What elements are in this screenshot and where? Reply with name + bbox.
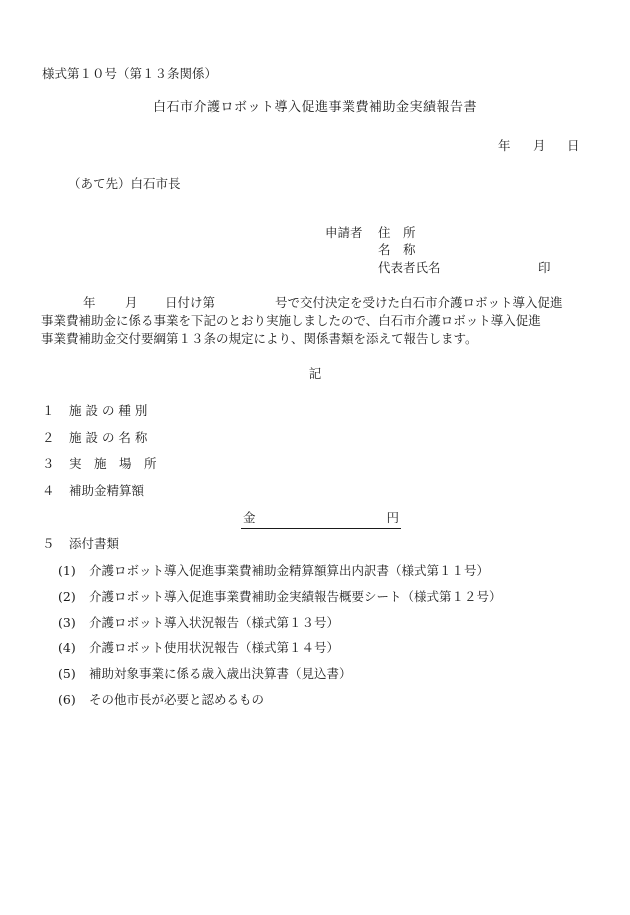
name-label: 名 称	[378, 242, 416, 257]
item-label-settlement: 補助金精算額	[69, 483, 145, 498]
attachment-number: (4)	[58, 640, 76, 655]
form-number: 様式第１０号（第１３条関係）	[42, 66, 218, 81]
representative-label: 代表者氏名	[378, 260, 441, 275]
attachment-item: 介護ロボット導入促進事業費補助金精算額算出内訳書（様式第１１号）	[89, 563, 490, 578]
document-title: 白石市介護ロボット導入促進事業費補助金実績報告書	[152, 100, 477, 115]
attachment-number: (2)	[58, 589, 76, 604]
item-number: ３	[42, 456, 55, 471]
attachment-item: その他市長が必要と認めるもの	[89, 692, 265, 707]
item-label-facility-type: 施 設 の 種 別	[69, 403, 148, 418]
body-rest: 号で交付決定を受けた白石市介護ロボット導入促進	[275, 295, 563, 310]
attachment-number: (5)	[58, 666, 76, 681]
ki-marker: 記	[308, 366, 322, 381]
address-label: 住 所	[378, 225, 416, 240]
item-label-location: 実 施 場 所	[69, 456, 157, 471]
date-year: 年	[498, 138, 511, 153]
item-number: ４	[42, 483, 55, 498]
date-month: 月	[533, 138, 546, 153]
amount-suffix: 円	[386, 510, 399, 525]
addressee: （あて先）白石市長	[68, 176, 181, 191]
item-number: ５	[42, 536, 55, 551]
body-year: 年	[83, 295, 96, 310]
seal-mark: 印	[538, 260, 551, 275]
body-line-3: 事業費補助金交付要綱第１３条の規定により、関係書類を添えて報告します。	[41, 331, 478, 346]
body-day-issued: 日付け第	[165, 295, 216, 310]
attachment-number: (6)	[58, 692, 76, 707]
applicant-label: 申請者	[325, 225, 363, 240]
item-label-facility-name: 施 設 の 名 称	[69, 430, 148, 445]
attachment-item: 介護ロボット導入状況報告（様式第１３号）	[89, 615, 340, 630]
attachment-number: (3)	[58, 615, 76, 630]
body-line-2: 事業費補助金に係る事業を下記のとおり実施しましたので、白石市介護ロボット導入促進	[41, 313, 541, 328]
body-month: 月	[125, 295, 138, 310]
attachment-item: 介護ロボット使用状況報告（様式第１４号）	[89, 640, 340, 655]
attachment-item: 介護ロボット導入促進事業費補助金実績報告概要シート（様式第１２号）	[89, 589, 502, 604]
item-number: １	[42, 403, 55, 418]
date-day: 日	[567, 138, 580, 153]
attachment-number: (1)	[58, 563, 76, 578]
amount-field	[241, 512, 401, 529]
item-number: ２	[42, 430, 55, 445]
attachment-item: 補助対象事業に係る歳入歳出決算書（見込書）	[89, 666, 352, 681]
amount-prefix: 金	[243, 510, 256, 525]
item-label-attachments: 添付書類	[69, 536, 120, 551]
